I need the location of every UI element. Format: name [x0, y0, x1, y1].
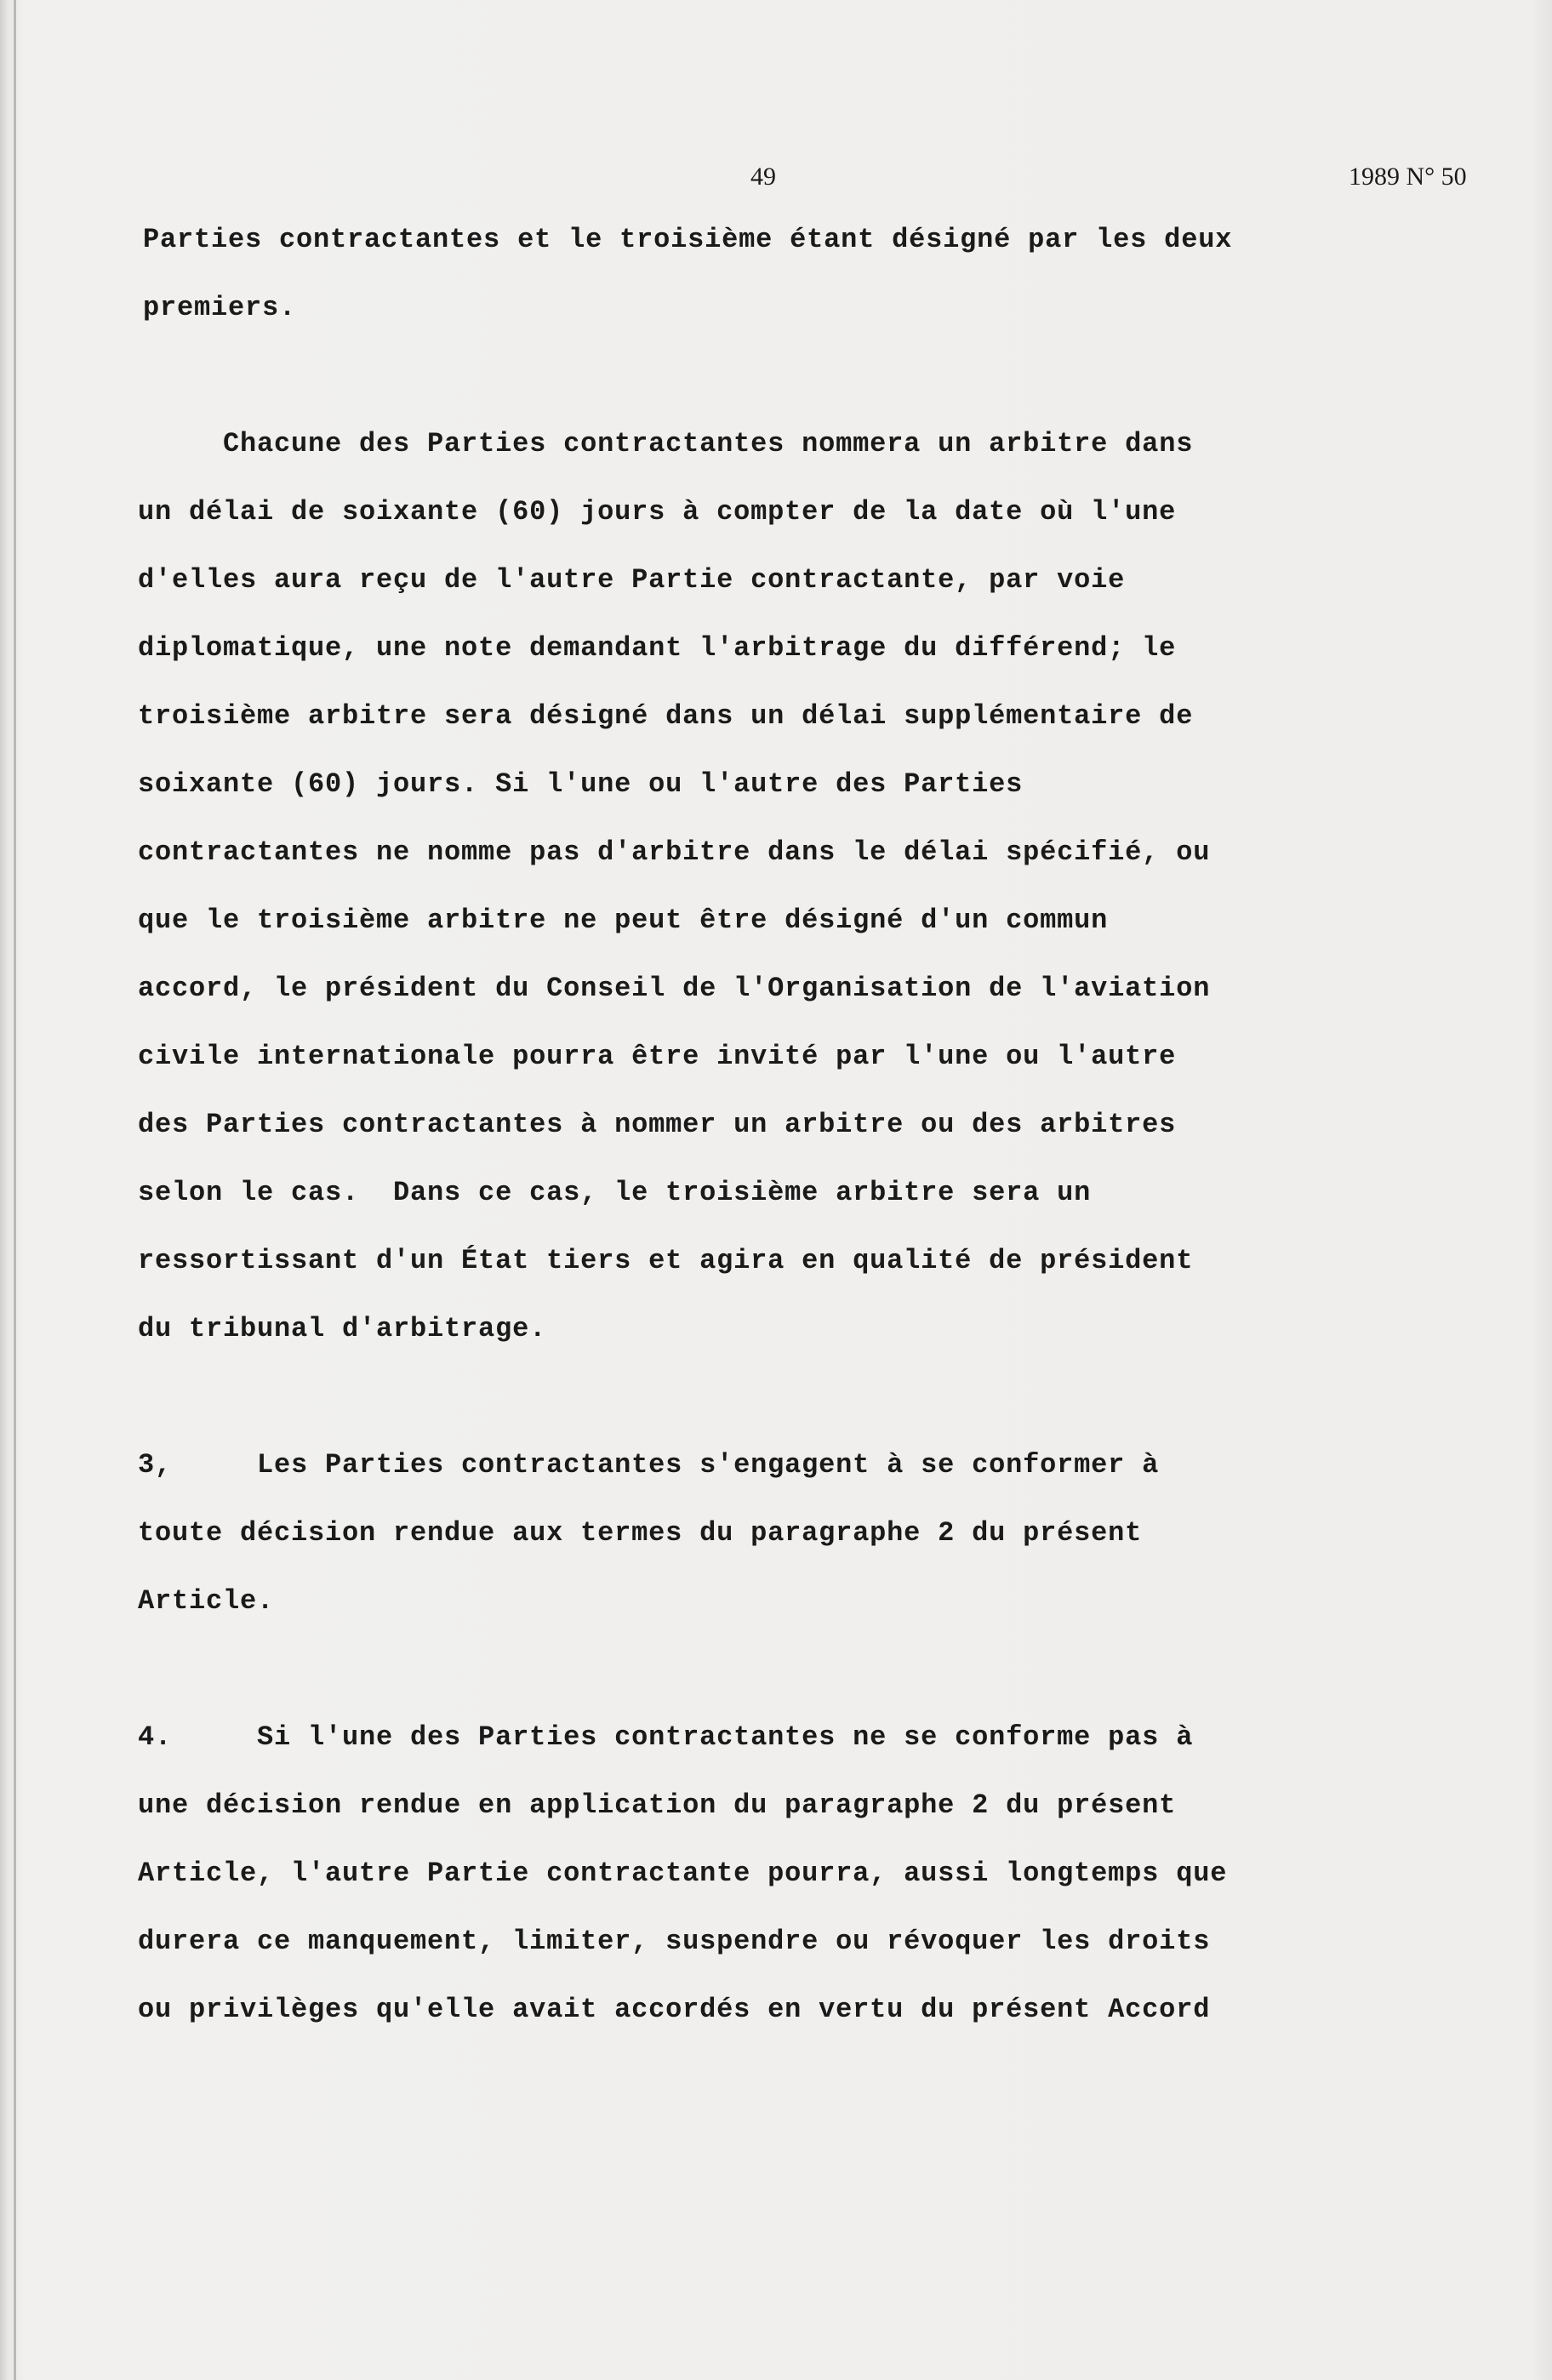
text-line: troisième arbitre sera désigné dans un délai supplémentaire de — [138, 700, 1194, 732]
page-binding-edge — [14, 0, 16, 2380]
text-line: des Parties contractantes à nommer un arbitre ou des arbitres — [138, 1109, 1177, 1140]
text-line: premiers. — [143, 292, 297, 323]
text-line: d'elles aura reçu de l'autre Partie contractante, par voie — [138, 564, 1126, 596]
text-line: contractantes ne nomme pas d'arbitre dans le délai spécifié, ou — [138, 836, 1211, 868]
text-line: que le troisième arbitre ne peut être désigné d'un commun — [138, 905, 1109, 936]
page-number: 49 — [750, 163, 776, 191]
text-line: Parties contractantes et le troisième étant désigné par les deux — [143, 224, 1233, 255]
text-line: un délai de soixante (60) jours à compter de la date où l'une — [138, 496, 1177, 528]
text-line: Chacune des Parties contractantes nommera un arbitre dans — [121, 428, 1194, 459]
text-line: toute décision rendue aux termes du paragraphe 2 du présent — [138, 1517, 1143, 1549]
text-line: 4. Si l'une des Parties contractantes ne se conforme pas à — [138, 1721, 1194, 1753]
text-line: Article, l'autre Partie contractante pourra, aussi longtemps que — [138, 1858, 1228, 1889]
text-line: Article. — [138, 1585, 275, 1617]
text-line: du tribunal d'arbitrage. — [138, 1313, 547, 1344]
text-line: une décision rendue en application du paragraphe 2 du présent — [138, 1789, 1177, 1821]
text-line: ou privilèges qu'elle avait accordés en vertu du présent Accord — [138, 1994, 1211, 2025]
document-reference: 1989 N° 50 — [1349, 163, 1467, 191]
text-line: diplomatique, une note demandant l'arbitrage du différend; le — [138, 632, 1177, 664]
text-line: selon le cas. Dans ce cas, le troisième arbitre sera un — [138, 1177, 1092, 1208]
text-line: accord, le président du Conseil de l'Organisation de l'aviation — [138, 973, 1211, 1004]
text-line: 3, Les Parties contractantes s'engagent à se conformer à — [138, 1449, 1160, 1481]
text-line: soixante (60) jours. Si l'une ou l'autre des Parties — [138, 768, 1024, 800]
text-line: civile internationale pourra être invité par l'une ou l'autre — [138, 1041, 1177, 1072]
text-line: durera ce manquement, limiter, suspendre ou révoquer les droits — [138, 1926, 1211, 1957]
text-line: ressortissant d'un État tiers et agira en qualité de président — [138, 1245, 1194, 1276]
